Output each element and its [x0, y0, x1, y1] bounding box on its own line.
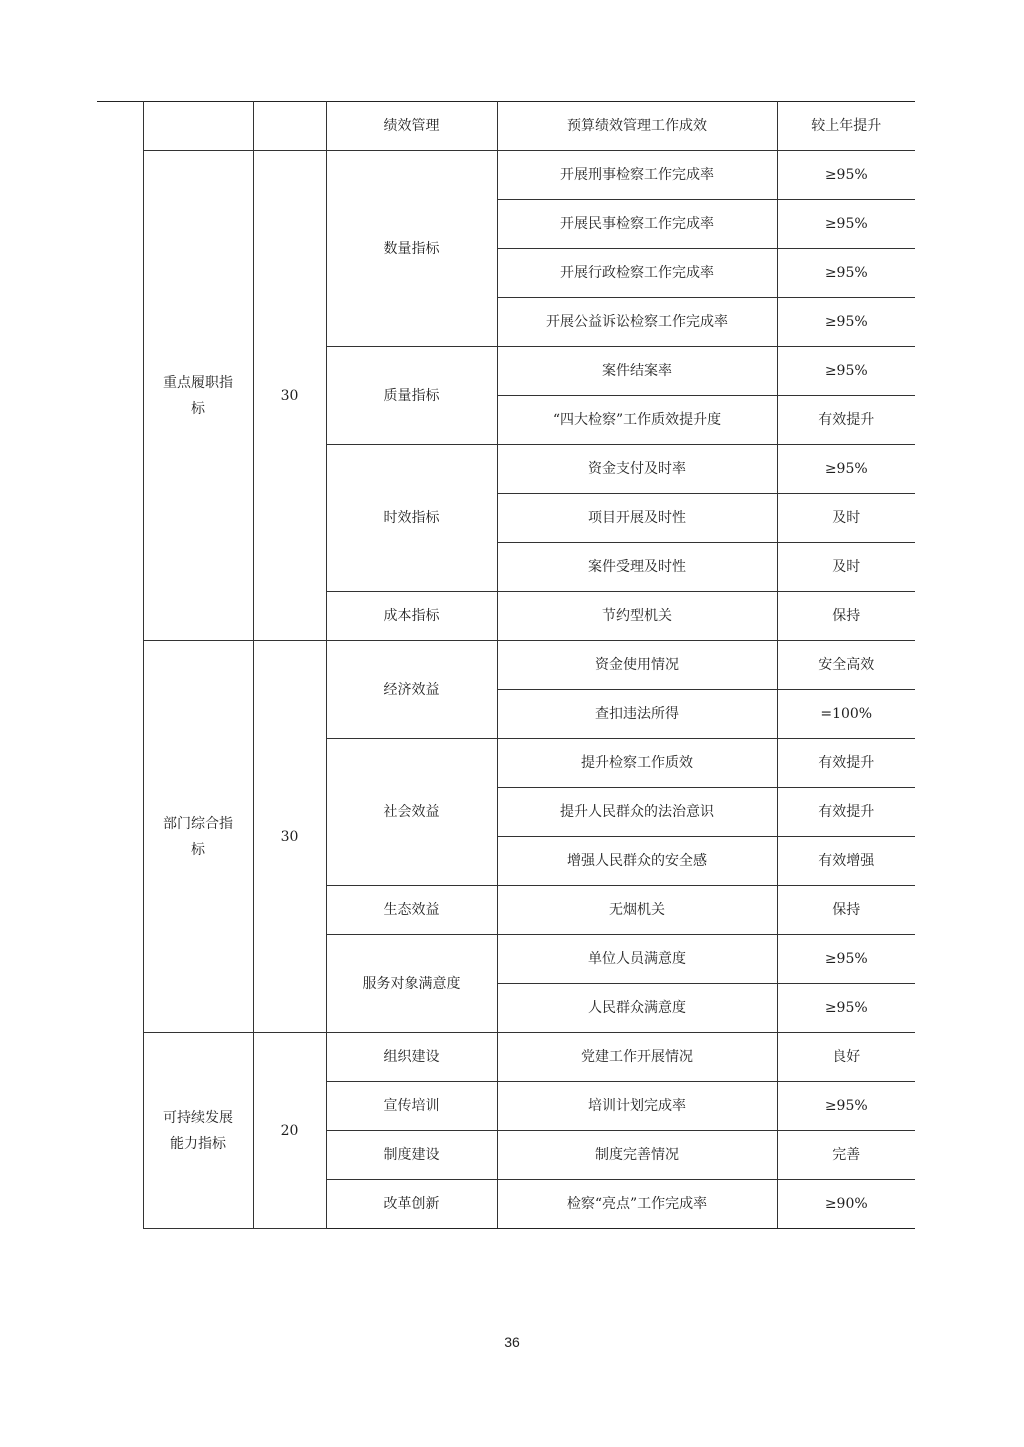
- table-left-margin-cell: [97, 102, 143, 1229]
- level3-indicator-cell: 单位人员满意度: [497, 935, 777, 984]
- target-value-cell: =100%: [777, 690, 915, 739]
- level3-indicator-cell: 案件受理及时性: [497, 543, 777, 592]
- level1-indicator-label-line: 标: [191, 400, 205, 417]
- level1-indicator-label-line: 可持续发展: [163, 1109, 233, 1126]
- level2-indicator-cell: 成本指标: [326, 592, 497, 641]
- target-value-cell: ≥95%: [777, 347, 915, 396]
- level1-indicator-label-line: 部门综合指: [163, 815, 233, 832]
- level3-indicator-cell: 培训计划完成率: [497, 1082, 777, 1131]
- target-value-cell: 有效提升: [777, 788, 915, 837]
- target-value-cell: 保持: [777, 592, 915, 641]
- level3-indicator-cell: 项目开展及时性: [497, 494, 777, 543]
- level2-indicator-cell: 绩效管理: [326, 102, 497, 151]
- level3-indicator-cell: 资金使用情况: [497, 641, 777, 690]
- level3-indicator-cell: 开展公益诉讼检察工作完成率: [497, 298, 777, 347]
- level3-indicator-cell: 预算绩效管理工作成效: [497, 102, 777, 151]
- level3-indicator-cell: 无烟机关: [497, 886, 777, 935]
- level1-indicator-label-line: 标: [191, 841, 205, 858]
- level3-indicator-cell: 开展民事检察工作完成率: [497, 200, 777, 249]
- level3-indicator-cell: 党建工作开展情况: [497, 1033, 777, 1082]
- table-row: [97, 102, 915, 151]
- level1-indicator-cell: [143, 641, 253, 1033]
- level2-indicator-cell: 制度建设: [326, 1131, 497, 1180]
- target-value-cell: 安全高效: [777, 641, 915, 690]
- level1-indicator-label-line: 能力指标: [170, 1135, 226, 1152]
- level3-indicator-cell: 检察“亮点”工作完成率: [497, 1180, 777, 1229]
- target-value-cell: 有效增强: [777, 837, 915, 886]
- score-cell: 30: [253, 641, 326, 1033]
- level2-indicator-cell: 宣传培训: [326, 1082, 497, 1131]
- level3-indicator-cell: 开展刑事检察工作完成率: [497, 151, 777, 200]
- level2-indicator-cell: 社会效益: [326, 739, 497, 886]
- target-value-cell: ≥90%: [777, 1180, 915, 1229]
- level2-indicator-cell: 时效指标: [326, 445, 497, 592]
- target-value-cell: ≥95%: [777, 445, 915, 494]
- score-cell: [253, 102, 326, 151]
- level3-indicator-cell: “四大检察”工作质效提升度: [497, 396, 777, 445]
- level2-indicator-cell: 生态效益: [326, 886, 497, 935]
- table-row: [97, 1033, 915, 1082]
- level3-indicator-cell: 案件结案率: [497, 347, 777, 396]
- target-value-cell: ≥95%: [777, 249, 915, 298]
- target-value-cell: ≥95%: [777, 151, 915, 200]
- table-row: [97, 151, 915, 200]
- target-value-cell: 及时: [777, 543, 915, 592]
- target-value-cell: 及时: [777, 494, 915, 543]
- level3-indicator-cell: 制度完善情况: [497, 1131, 777, 1180]
- page-number: 36: [504, 1334, 520, 1350]
- score-cell: 30: [253, 151, 326, 641]
- target-value-cell: 保持: [777, 886, 915, 935]
- level2-indicator-cell: 数量指标: [326, 151, 497, 347]
- level3-indicator-cell: 提升人民群众的法治意识: [497, 788, 777, 837]
- target-value-cell: 完善: [777, 1131, 915, 1180]
- performance-indicator-table: [97, 101, 915, 1229]
- target-value-cell: 良好: [777, 1033, 915, 1082]
- target-value-cell: ≥95%: [777, 200, 915, 249]
- target-value-cell: 有效提升: [777, 396, 915, 445]
- target-value-cell: ≥95%: [777, 935, 915, 984]
- level3-indicator-cell: 增强人民群众的安全感: [497, 837, 777, 886]
- level1-indicator-label-line: 重点履职指: [163, 374, 233, 391]
- score-cell: 20: [253, 1033, 326, 1229]
- target-value-cell: ≥95%: [777, 984, 915, 1033]
- level2-indicator-cell: 质量指标: [326, 347, 497, 445]
- level2-indicator-cell: 改革创新: [326, 1180, 497, 1229]
- level3-indicator-cell: 资金支付及时率: [497, 445, 777, 494]
- level1-indicator-cell: [143, 1033, 253, 1229]
- table-row: [97, 641, 915, 690]
- level2-indicator-cell: 服务对象满意度: [326, 935, 497, 1033]
- level2-indicator-cell: 经济效益: [326, 641, 497, 739]
- target-value-cell: ≥95%: [777, 298, 915, 347]
- level1-indicator-cell: [143, 102, 253, 151]
- level1-indicator-cell: [143, 151, 253, 641]
- level2-indicator-cell: 组织建设: [326, 1033, 497, 1082]
- target-value-cell: 有效提升: [777, 739, 915, 788]
- target-value-cell: 较上年提升: [777, 102, 915, 151]
- target-value-cell: ≥95%: [777, 1082, 915, 1131]
- level3-indicator-cell: 查扣违法所得: [497, 690, 777, 739]
- level3-indicator-cell: 开展行政检察工作完成率: [497, 249, 777, 298]
- level3-indicator-cell: 提升检察工作质效: [497, 739, 777, 788]
- level3-indicator-cell: 人民群众满意度: [497, 984, 777, 1033]
- level3-indicator-cell: 节约型机关: [497, 592, 777, 641]
